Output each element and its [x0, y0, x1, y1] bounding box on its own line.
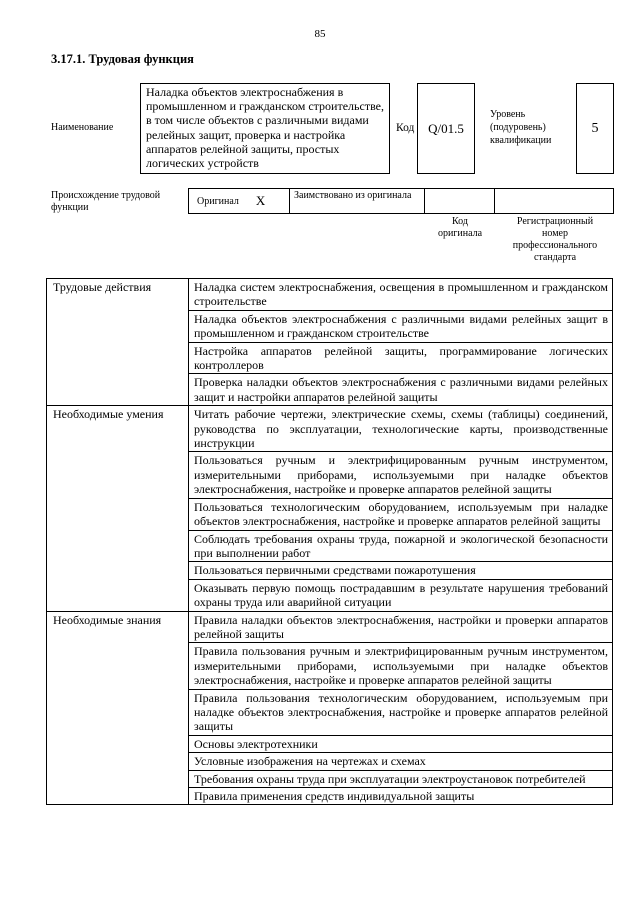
table-row — [47, 406, 613, 452]
caption-line: профессионального — [512, 240, 598, 251]
original-mark: X — [255, 193, 266, 208]
table-cell: Пользоваться первичными средствами пожаротушения — [189, 562, 613, 579]
level-label-line: Уровень — [490, 109, 526, 120]
level-label-line: (подуровень) — [490, 122, 546, 133]
table-cell: Основы электротехники — [189, 735, 613, 752]
original-label: Оригинал — [197, 195, 239, 207]
table-cell: Пользоваться ручным и электрифицированным ручным инструментом, измерительными приборами, используемыми при наладке объектов электроснабжения, настройке и проверке аппаратов релейной защиты — [189, 452, 613, 498]
table-cell: Пользоваться технологическим оборудованием, используемым при наладке объектов электроснабжения, настройке и проверке аппаратов релейной защиты — [189, 498, 613, 530]
qualification-level-label — [490, 108, 551, 147]
table-cell: Соблюдать требования охраны труда, пожарной и экологической безопасности при выполнении работ — [189, 530, 613, 562]
name-label: Наименование — [51, 122, 114, 133]
function-name-box: Наладка объектов электроснабжения в промышленном и гражданском строительстве, в том числе объектов с различными видами релейных защит, проверка и настройка аппаратов релейной защиты, простых логических устройств — [140, 83, 390, 174]
table-cell: Правила пользования ручным и электрифицированным ручным инструментом, измерительными приборами, используемыми при наладке объектов электроснабжения, настройке и проверке аппаратов релейной защиты — [189, 643, 613, 689]
table-row — [47, 611, 613, 643]
labor-function-table — [46, 278, 613, 805]
registration-number-cell — [495, 189, 613, 213]
table-cell: Правила применения средств индивидуальной защиты — [189, 788, 613, 805]
table-cell: Наладка систем электроснабжения, освещения в промышленном и гражданском строительстве — [189, 279, 613, 311]
caption-line: Регистрационный — [516, 216, 594, 227]
table-cell: Наладка объектов электроснабжения с различными видами релейных защит в промышленном и гражданском строительстве — [189, 310, 613, 342]
origin-label: Происхождение трудовой функции — [51, 190, 161, 213]
caption-line: оригинала — [437, 228, 483, 239]
code-label: Код — [396, 122, 415, 134]
table-cell: Требования охраны труда при эксплуатации электроустановок потребителей — [189, 770, 613, 787]
original-cell — [189, 189, 290, 213]
table-cell: Условные изображения на чертежах и схемах — [189, 753, 613, 770]
registration-number-caption — [500, 216, 610, 264]
function-code-box: Q/01.5 — [417, 83, 475, 174]
caption-line: номер — [542, 228, 568, 239]
caption-line: Код — [452, 216, 468, 227]
origin-box — [188, 188, 614, 214]
borrowed-cell: Заимствовано из оригинала — [290, 189, 425, 213]
table-cell: Проверка наладки объектов электроснабжения с различными видами релейных защит и настройки аппаратов релейной защиты — [189, 374, 613, 406]
category-label: Необходимые знания — [47, 611, 189, 805]
original-code-cell — [425, 189, 495, 213]
table-cell: Правила пользования технологическим оборудованием, используемым при наладке объектов электроснабжения, настройке и проверке аппаратов релейной защиты — [189, 689, 613, 735]
table-cell: Оказывать первую помощь пострадавшим в результате нарушения требований охраны труда или аварийной ситуации — [189, 579, 613, 611]
table-cell: Настройка аппаратов релейной защиты, программирование логических контроллеров — [189, 342, 613, 374]
qualification-level-box: 5 — [576, 83, 614, 174]
caption-line: стандарта — [533, 252, 577, 263]
original-code-caption — [425, 216, 495, 240]
table-row — [47, 279, 613, 311]
page-number: 85 — [314, 28, 326, 40]
category-label: Необходимые умения — [47, 406, 189, 611]
table-cell: Читать рабочие чертежи, электрические схемы, схемы (таблицы) соединений, руководства по эксплуатации, технологические карты, производственные инструкции — [189, 406, 613, 452]
section-title: 3.17.1. Трудовая функция — [51, 52, 194, 66]
table-cell: Правила наладки объектов электроснабжения, настройки и проверки аппаратов релейной защиты — [189, 611, 613, 643]
level-label-line: квалификации — [490, 135, 552, 146]
category-label: Трудовые действия — [47, 279, 189, 406]
